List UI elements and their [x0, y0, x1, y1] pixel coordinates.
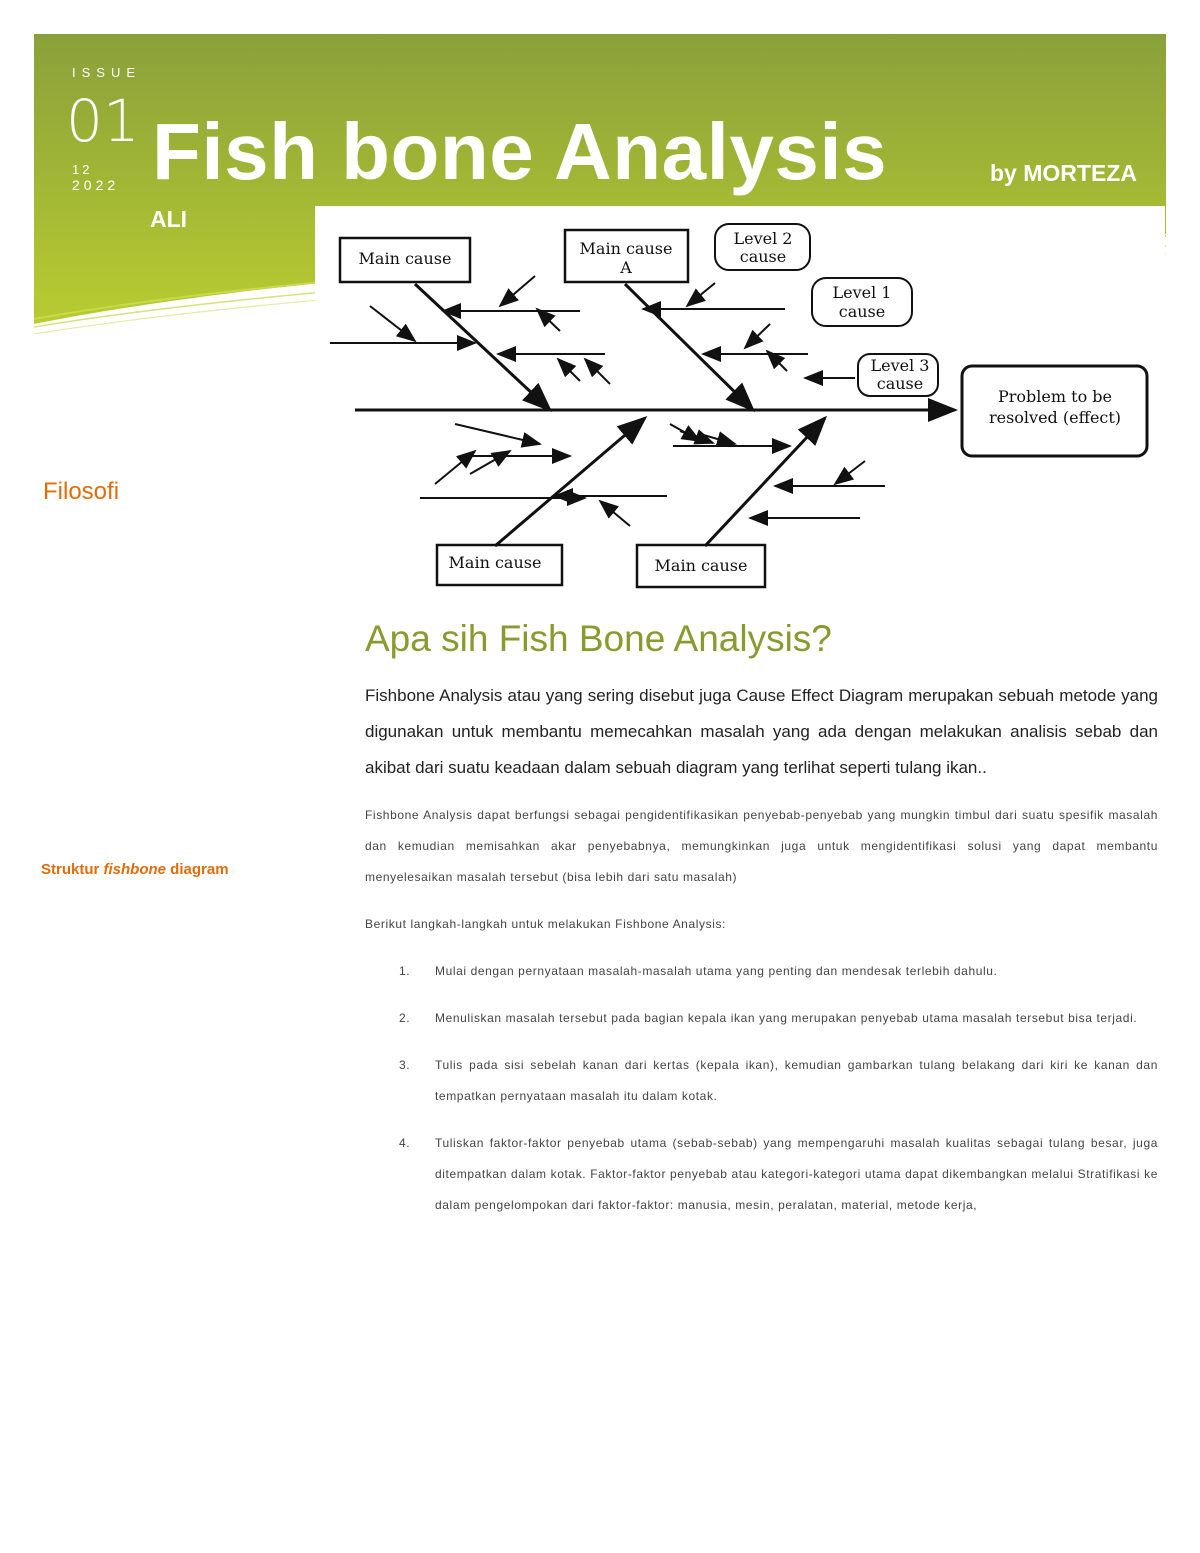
diagram-level1-line2: cause [838, 302, 886, 321]
sidebar-subheading [41, 861, 229, 878]
diagram-effect-line2: resolved (effect) [988, 408, 1122, 427]
issue-label: ISSUE [72, 65, 142, 80]
bone-upper-left [415, 284, 550, 410]
list-item-number: 2. [399, 1011, 411, 1025]
sidebar-sub-post: diagram [166, 861, 229, 878]
body-paragraph: Fishbone Analysis dapat berfungsi sebagai pengidentifikasikan penyebab-penyebab yang mungkin timbul dari suatu spesifik masalah dan kemudian memisahkan akar penyebabnya, memungkinkan juga untuk mengidentifikasi solusi yang dapat membantu menyelesaikan masalah tersebut (bisa lebih dari satu masalah) [365, 808, 1158, 884]
list-item-number: 1. [399, 964, 411, 978]
steps-intro: Berikut langkah-langkah untuk melakukan Fishbone Analysis: [365, 917, 726, 931]
list-item-text: Mulai dengan pernyataan masalah-masalah utama yang penting dan mendesak terlebih dahulu. [435, 964, 998, 978]
list-item-number: 4. [399, 1136, 411, 1150]
list-item-text: Menuliskan masalah tersebut pada bagian kepala ikan yang merupakan penyebab utama masalah tersebut bisa terjadi. [435, 1011, 1138, 1025]
diagram-level3-line2: cause [876, 374, 924, 393]
diagram-effect-line1: Problem to be [998, 387, 1112, 406]
diagram-main-cause-a-line2: A [620, 258, 632, 277]
fishbone-diagram [315, 206, 1165, 591]
list-item-text: Tulis pada sisi sebelah kanan dari kertas (kepala ikan), kemudian gambarkan tulang belakang dari kiri ke kanan dan tempatkan pernyataan masalah itu dalam kotak. [435, 1058, 1158, 1103]
list-item-number: 3. [399, 1058, 411, 1072]
section-heading: Apa sih Fish Bone Analysis? [365, 618, 832, 659]
sidebar-sub-pre: Struktur [41, 861, 104, 878]
diagram-main-cause-bottom-left: Main cause [448, 553, 542, 572]
diagram-main-cause-a-line1: Main cause [579, 239, 673, 258]
bone-lower-left [495, 418, 645, 546]
diagram-level2-line1: Level 2 [733, 229, 793, 248]
diagram-main-cause-bottom-mid: Main cause [654, 556, 748, 575]
sidebar-sub-italic: fishbone [103, 861, 167, 878]
list-item [365, 1050, 1158, 1112]
issue-month: 12 [72, 162, 93, 177]
list-item-text: Tuliskan faktor-faktor penyebab utama (sebab-sebab) yang mempengaruhi masalah kualitas sebagai tulang besar, juga ditempatkan dalam kotak. Faktor-faktor penyebab atau kategori-kategori utama dapat dikembangkan melalui Stratifikasi ke dalam pengelompokan dari faktor-faktor: manusia, mesin, peralatan, material, metode kerja, [435, 1136, 1158, 1212]
page-title: Fish bone Analysis [152, 107, 888, 196]
byline-author: by MORTEZA [990, 160, 1137, 186]
sidebar-heading: Filosofi [43, 478, 120, 505]
byline-author-cont: ALI [150, 206, 188, 232]
diagram-main-cause-top-left: Main cause [358, 249, 452, 268]
bone-upper-mid [625, 284, 753, 410]
list-item [365, 956, 1158, 987]
diagram-level1-line1: Level 1 [832, 283, 892, 302]
bone-lower-mid [705, 418, 825, 546]
list-item [365, 1128, 1158, 1221]
list-item [365, 1003, 1158, 1034]
diagram-level2-line2: cause [739, 247, 787, 266]
issue-number: 01 [66, 87, 140, 155]
diagram-level3-line1: Level 3 [870, 356, 930, 375]
lead-paragraph: Fishbone Analysis atau yang sering disebut juga Cause Effect Diagram merupakan sebuah metode yang digunakan untuk membantu memecahkan masalah yang ada dengan melakukan analisis sebab dan akibat dari suatu keadaan dalam sebuah diagram yang terlihat seperti tulang ikan.. [365, 686, 1158, 777]
steps-list [365, 956, 1158, 1237]
issue-year: 2022 [72, 177, 120, 193]
fishbone-diagram-svg [315, 206, 1165, 591]
